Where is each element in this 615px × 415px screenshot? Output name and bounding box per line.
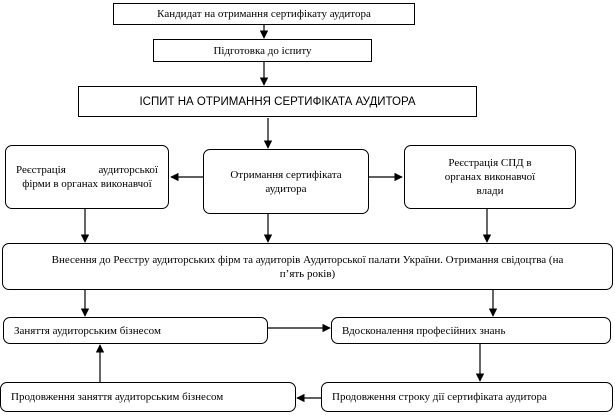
- node-continue-business-label: Продовження заняття аудиторським бізнесом: [11, 391, 224, 403]
- node-receive-cert-label: Отримання сертифіката аудитора: [230, 168, 342, 195]
- node-registry-label: Внесення до Реєстру аудиторських фірм та аудиторів Аудиторської палати України. Отримання свідоцтва (на п’ять років): [51, 253, 564, 280]
- node-extend-cert-label: Продовження строку дії сертифіката аудитора: [332, 391, 547, 403]
- node-register-firm-label: Реєстрація аудиторської фірми в органах виконавчої: [16, 164, 158, 190]
- node-business-label: Заняття аудиторським бізнесом: [14, 324, 161, 337]
- node-preparation-label: Підготовка до іспиту: [213, 44, 312, 57]
- node-candidate-label: Кандидат на отримання сертифікату аудитора: [157, 8, 371, 20]
- node-exam-label: ІСПИТ НА ОТРИМАННЯ СЕРТИФІКАТА АУДИТОРА: [139, 95, 416, 108]
- node-skills-label: Вдосконалення професійних знань: [342, 324, 506, 337]
- node-register-spd-label: Реєстрація СПД в органах виконавчої влади: [444, 157, 536, 197]
